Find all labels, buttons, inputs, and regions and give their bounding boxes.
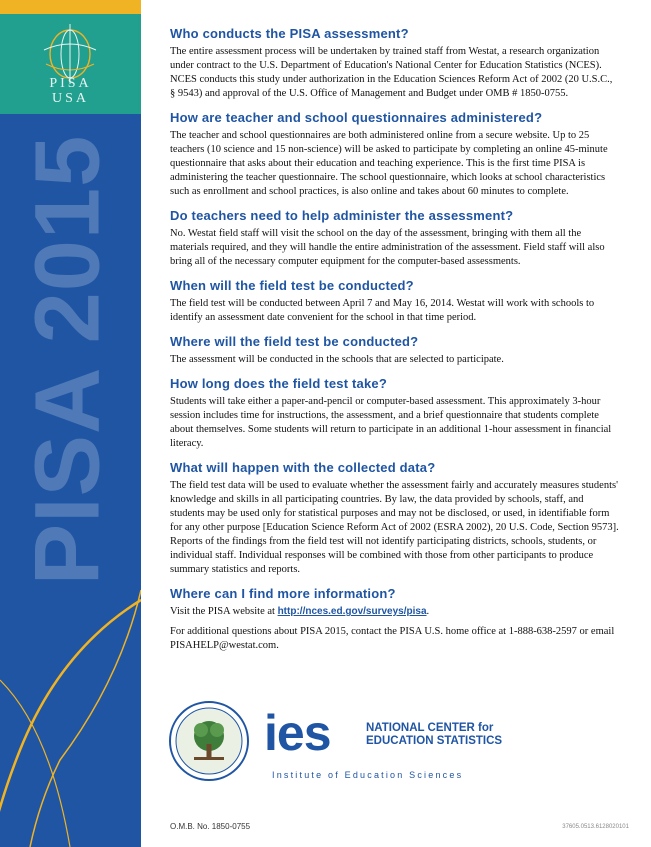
faq-section bbox=[170, 460, 620, 577]
faq-section bbox=[170, 26, 620, 101]
faq-question: Where will the field test be conducted? bbox=[170, 334, 419, 349]
ies-full-name: Institute of Education Sciences bbox=[272, 770, 464, 780]
visit-prefix: Visit the PISA website at bbox=[170, 606, 278, 617]
faq-question: When will the field test be conducted? bbox=[170, 278, 414, 293]
logo-pisa-text: PISA bbox=[49, 76, 92, 91]
nces-line-1: NATIONAL CENTER for bbox=[366, 722, 494, 734]
faq-question: Do teachers need to help administer the assessment? bbox=[170, 208, 514, 223]
visit-suffix: . bbox=[426, 606, 430, 617]
faq-answer: The entire assessment process will be undertaken by trained staff from Westat, a research organization under contract to the U.S. Department of Education's National Center for Education Statistics (NCES). NCES conducts this study under authorization in the Education Sciences Reform Act of 2002 (20 U.S.C., § 9543) and approval of the U.S. Office of Management and Budget under OMB # 1850-0755. bbox=[170, 46, 613, 99]
faq-section bbox=[170, 278, 620, 325]
faq-answer: The field test data will be used to evaluate whether the assessment fairly and accurately measures students' knowledge and skills in all participating countries. By law, the data provided by schools, staff, and students may be used only for statistical purposes and may not be disclosed, or used, in identifiable form for any other purpose [Education Science Reform Act of 2002 (ESRA 2002), 20 U.S. Code, Section 9573]. Reports of the findings from the field test will not identify participating districts, schools, students, or individual staff. Individual responses will be combined with those from other participants to produce summary statistics and reports. bbox=[170, 480, 619, 575]
main-content bbox=[170, 26, 620, 662]
faq-answer: The assessment will be conducted in the schools that are selected to participate. bbox=[170, 354, 504, 365]
faq-question: Who conducts the PISA assessment? bbox=[170, 26, 409, 41]
faq-section bbox=[170, 208, 620, 269]
pisa-usa-logo bbox=[0, 14, 141, 114]
ies-logo bbox=[264, 705, 503, 780]
omb-number: O.M.B. No. 1850-0755 bbox=[170, 822, 251, 831]
faq-section bbox=[170, 110, 620, 199]
nces-line-2: EDUCATION STATISTICS bbox=[366, 735, 503, 747]
info-section bbox=[170, 586, 620, 653]
decorative-swoosh bbox=[0, 560, 141, 847]
footer-logos bbox=[168, 700, 628, 810]
nces-name bbox=[366, 722, 536, 748]
vertical-title: PISA 2015 bbox=[16, 134, 119, 586]
faq-answer: Students will take either a paper-and-pencil or computer-based assessment. This approximately 3-hour session includes time for instructions, the assessment, and a brief questionnaire that students complete about themselves. Some students will return to participate in an additional 1-hour assessment in financial literacy. bbox=[170, 396, 612, 449]
info-question: Where can I find more information? bbox=[170, 586, 396, 601]
sidebar bbox=[0, 0, 141, 847]
faq-section bbox=[170, 376, 620, 451]
document-id: 37605.0513.6128020101 bbox=[562, 824, 629, 830]
sidebar-yellow-bar bbox=[0, 0, 141, 14]
faq-answer: The field test will be conducted between April 7 and May 16, 2014. Westat will work with schools to identify an assessment date convenient for the school in that time period. bbox=[170, 298, 595, 323]
logo-usa-text: USA bbox=[51, 91, 89, 106]
faq-answer: No. Westat field staff will visit the school on the day of the assessment, bringing with them all the materials required, and they will handle the entire administration of the assessment. Field staff will also bring all of the necessary computer equipment for the computer-based assessments. bbox=[170, 228, 605, 267]
pisa-website-link[interactable]: http://nces.ed.gov/surveys/pisa bbox=[277, 606, 427, 617]
faq-question: How are teacher and school questionnaires administered? bbox=[170, 110, 543, 125]
visit-website-text bbox=[170, 605, 620, 619]
faq-question: What will happen with the collected data? bbox=[170, 460, 436, 475]
department-of-education-seal-icon bbox=[168, 700, 250, 782]
faq-question: How long does the field test take? bbox=[170, 376, 387, 391]
faq-answer: The teacher and school questionnaires are both administered online from a secure website. Up to 25 teachers (10 science and 15 non-science) will be asked to participate by completing an online 45-minute questionnaire that asks about their education and teaching experience. This is the first time PISA is administering the teacher questionnaire. The school questionnaire, which looks at school characteristics such as enrollment and school practices, is also online and takes about 60 minutes to complete. bbox=[170, 130, 608, 197]
contact-text: For additional questions about PISA 2015, contact the PISA U.S. home office at 1-888-638-2597 or email PISAHELP@westat.com. bbox=[170, 626, 615, 651]
faq-section bbox=[170, 334, 620, 367]
ies-logo-text: ies bbox=[264, 705, 331, 761]
